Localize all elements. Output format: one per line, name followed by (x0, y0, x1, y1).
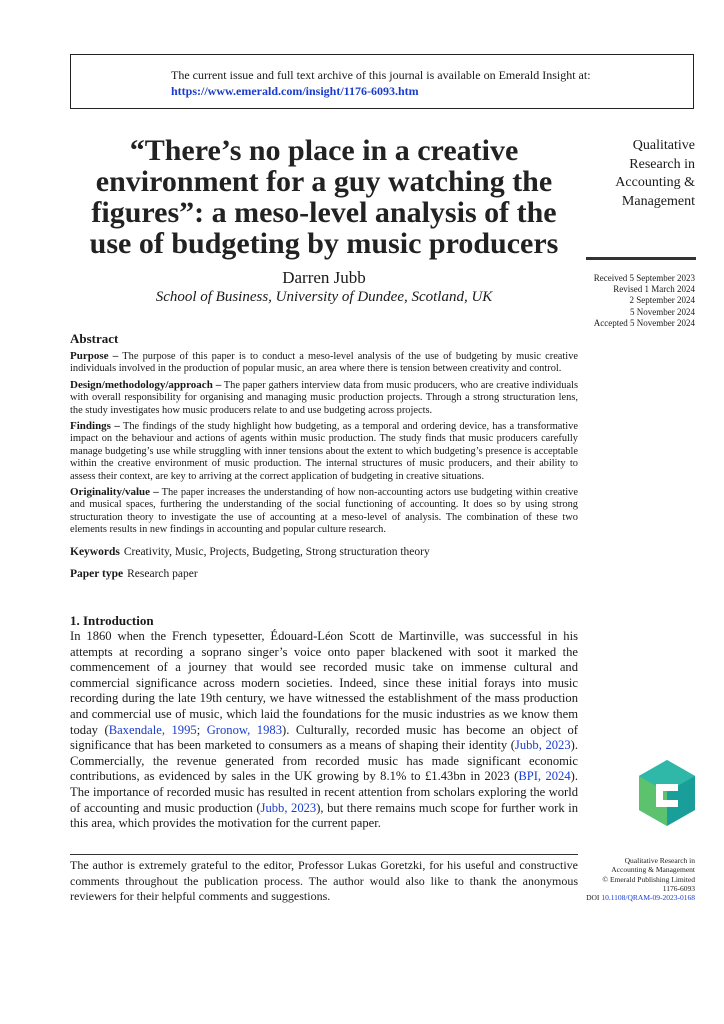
title-line: “There’s no place in a creative (129, 134, 519, 167)
body-text: ), but there remains much scope for further work in this area, which provides the motivation for the current paper. (70, 800, 578, 831)
date-revised: Revised 1 March 2024 (613, 284, 695, 295)
body-text: ; (196, 722, 207, 737)
footnote-divider (70, 854, 578, 855)
abstract-heading: Abstract (70, 331, 119, 346)
author-name: Darren Jubb (282, 268, 366, 287)
journal-name-line: Management (621, 193, 695, 209)
abstract-label: Design/methodology/approach – (70, 378, 222, 391)
date-revised: 2 September 2024 (629, 295, 695, 306)
keywords-text: Creativity, Music, Projects, Budgeting, Strong structuration theory (123, 545, 430, 558)
date-received: Received 5 September 2023 (593, 273, 695, 283)
journal-name (565, 137, 695, 211)
abstract-purpose (70, 350, 578, 376)
date-revised: 5 November 2024 (630, 306, 695, 317)
pub-line: Accounting & Management (611, 865, 695, 875)
doi-line (545, 893, 695, 902)
pub-line: © Emerald Publishing Limited (602, 874, 695, 884)
citation-link[interactable]: Jubb, 2023 (260, 800, 317, 815)
abstract-text: The purpose of this paper is to conduct a meso-level analysis of the use of budgeting by music creative individuals involved in the production of popular music, an area where there is tension between creativity and control. (70, 351, 578, 375)
emerald-logo-icon (637, 760, 697, 826)
keywords-label: Keywords (70, 545, 120, 558)
article-title (70, 135, 578, 259)
abstract-text: The paper increases the understanding of how non-accounting actors use budgeting within creative and musical spaces, furthering the understanding of the social functioning of accounting. It does so by using strong structuration theory to investigate the use of accounting at a meso-level of analysis. The combination of these two elements results in new findings in accounting and popular culture research. (70, 487, 578, 536)
body-text: ). The importance of recorded music has resulted in recent attention from scholars exploring the world of accounting and music production ( (70, 769, 578, 815)
body-text: In 1860 when the French typesetter, Édouard-Léon Scott de Martinville, was successful in his attempts at recording a soprano singer’s voice onto paper blackened with soot it marked the commencement of a journey that would see recorded music take on immense cultural and commercial significance across modern societies. Indeed, since these initial forays into music recording during the late 19th century, we have witnessed the establishment of the mass production and commercial use of music, which laid the foundations for the music industries as we know them today ( (70, 629, 578, 737)
body-text: ). Culturally, recorded music has become an object of significance that has been marketed to consumers as a means of shaping their identity ( (70, 722, 578, 753)
abstract-section (70, 330, 578, 581)
keywords (70, 545, 578, 559)
journal-name-line: Accounting & (615, 175, 695, 190)
paper-type-label: Paper type (70, 567, 124, 580)
citation-link[interactable]: Baxendale, 1995 (108, 722, 197, 737)
doi-link[interactable]: 10.1108/QRAM-09-2023-0168 (601, 893, 695, 903)
notice-text: The current issue and full text archive of this journal is available on Emerald Insight at: (171, 68, 591, 82)
abstract-label: Originality/value – (70, 486, 159, 499)
abstract-originality (70, 486, 578, 537)
paper-type-text: Research paper (127, 567, 198, 580)
abstract-label: Findings – (70, 420, 120, 433)
title-line: environment for a guy watching the (95, 165, 553, 198)
citation-link[interactable]: Gronow, 1983 (206, 722, 282, 737)
title-line: figures”: a meso-level analysis of the (91, 196, 557, 229)
section-heading: 1. Introduction (70, 613, 154, 628)
pub-line: 1176-6093 (662, 883, 695, 893)
abstract-text: The paper gathers interview data from music producers, who are creative individuals with overall responsibility for organising and managing music production projects. Through a strong structuration lens, the study investigates how music producers relate to and use budgeting across projects. (70, 379, 578, 416)
body-paragraph (70, 629, 578, 832)
journal-availability-notice (70, 54, 694, 109)
citation-link[interactable]: Jubb, 2023 (514, 738, 571, 753)
submission-dates (565, 273, 695, 329)
pub-line: Qualitative Research in (624, 856, 695, 865)
date-accepted: Accepted 5 November 2024 (593, 317, 695, 328)
title-line: use of budgeting by music producers (89, 227, 559, 260)
abstract-design (70, 379, 578, 417)
abstract-label: Purpose – (70, 350, 119, 362)
introduction-section (70, 613, 578, 832)
publication-info (545, 856, 695, 902)
citation-link[interactable]: BPI, 2024 (518, 769, 571, 784)
journal-divider (586, 257, 696, 260)
abstract-findings (70, 420, 578, 483)
body-text: ). Commercially, the revenue generated from recorded music has made significant economic contributions, as evidenced by sales in the UK growing by 8.1% to £1.43bn in 2023 ( (70, 738, 578, 784)
journal-archive-link[interactable]: https://www.emerald.com/insight/1176-6093.htm (171, 84, 419, 98)
abstract-text: The findings of the study highlight how budgeting, as a temporal and ordering device, has a transformative impact on the behaviour and actions of agents within music production. The study finds that music producers carefully manage budgeting’s use while struggling with inner tensions about the extent to which budgeting’s presence is acceptable within the creative environment of music production. The internal structures of music producers, and their ability to assess their context, are key to arriving at the correct application of budgeting in creative situations. (70, 421, 578, 482)
paper-type (70, 567, 578, 581)
journal-name-line: Research in (629, 156, 695, 172)
journal-name-line: Qualitative (632, 138, 695, 153)
author-affiliation: School of Business, University of Dundee, Scotland, UK (155, 289, 493, 305)
acknowledgement-footnote: The author is extremely grateful to the editor, Professor Lukas Goretzki, for his useful and constructive comments throughout the publication process. The author would also like to thank the anonymous reviewers for their helpful comments and suggestions. (70, 858, 578, 903)
doi-label: DOI (586, 893, 602, 903)
